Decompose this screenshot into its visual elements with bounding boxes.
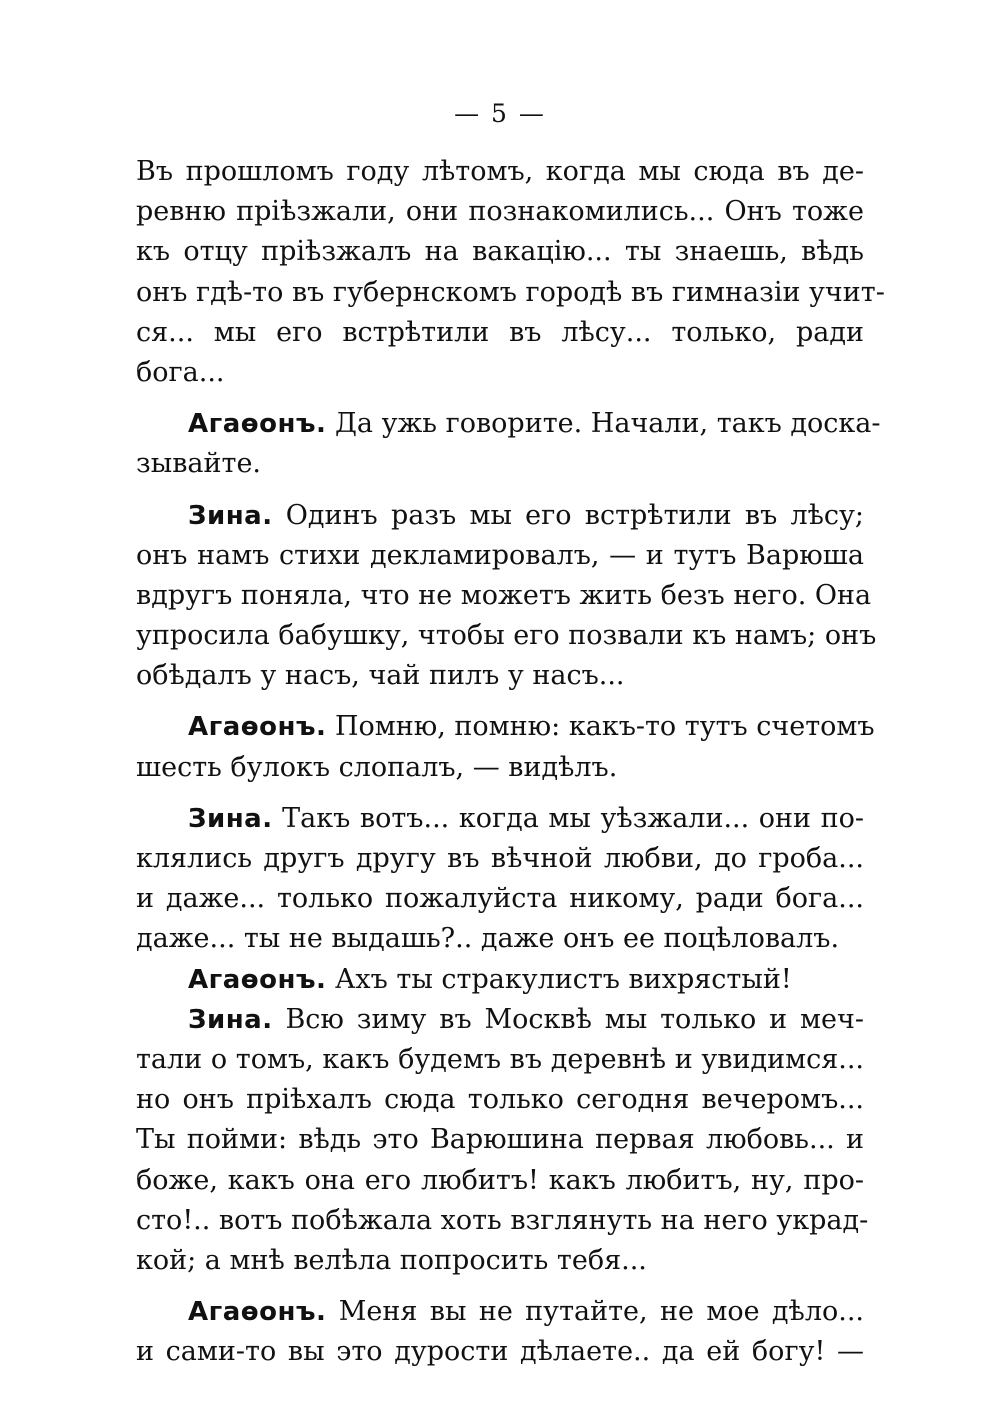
text-line: даже... ты не выдашь?.. даже онъ ее поцѣловалъ. (136, 923, 840, 955)
text-line: тали о томъ, какъ будемъ въ деревнѣ и увидимся... (136, 1043, 864, 1075)
text-line: зывайте. (136, 448, 262, 480)
paragraph-zina (136, 496, 877, 697)
paragraph-continuation (136, 152, 885, 393)
text-line: вдругъ поняла, что не можетъ жить безъ него. Она (136, 579, 872, 611)
text-line: сто!.. вотъ побѣжала хоть взглянуть на него украд- (136, 1204, 869, 1236)
paragraph-agathon (136, 960, 864, 1000)
paragraph-agathon (136, 404, 881, 484)
text-line: онъ намъ стихи декламировалъ, — и тутъ Варюша (136, 539, 864, 571)
speech-text: Да ужь говорите. Начали, такъ доска- (326, 408, 881, 440)
body-text (136, 152, 885, 1372)
speech-first-line (136, 496, 864, 536)
text-line: кой; а мнѣ велѣла попросить тебя... (136, 1244, 647, 1276)
text-line: Ты пойми: вѣдь это Варюшина первая любовь... и (136, 1124, 864, 1156)
speech-text: Такъ вотъ... когда мы уѣзжали... они по- (272, 802, 864, 834)
speech-text: Одинъ разъ мы его встрѣтили въ лѣсу; (272, 499, 864, 531)
page-number: — 5 — (454, 99, 546, 128)
speaker-name: Зина. (188, 500, 273, 531)
text-line: ревню пріѣзжали, они познакомились... Онъ тоже (136, 196, 864, 228)
speech-text: Всю зиму въ Москвѣ мы только и меч- (272, 1003, 864, 1035)
speech-text: Помню, помню: какъ-то тутъ счетомъ (326, 711, 875, 743)
speech-text: Ахъ ты стракулистъ вихрястый! (326, 963, 792, 995)
text-line: бога... (136, 356, 225, 388)
text-line: но онъ пріѣхалъ сюда только сегодня вечеромъ... (136, 1084, 864, 1116)
text-line: боже, какъ она его любитъ! какъ любитъ, ну, про- (136, 1164, 864, 1196)
text-line: къ отцу пріѣзжалъ на вакацію... ты знаешь, вѣдь (136, 236, 864, 268)
speaker-name: Агаѳонъ. (188, 712, 327, 743)
speech-first-line (136, 799, 864, 839)
text-line: обѣдалъ у насъ, чай пилъ у насъ... (136, 660, 625, 692)
paragraph-agathon (136, 1292, 864, 1372)
text-line: онъ гдѣ-то въ губернскомъ городѣ въ гимназіи учит- (136, 276, 885, 308)
paragraph-agathon (136, 707, 875, 787)
speech-text: Меня вы не путайте, не мое дѣло... (326, 1296, 864, 1328)
speech-first-line (136, 1000, 864, 1040)
speech-first-line (136, 404, 881, 444)
text-line: упросила бабушку, чтобы его позвали къ намъ; онъ (136, 620, 877, 652)
paragraph-zina (136, 1000, 869, 1281)
text-line: и сами-то вы это дурости дѣлаете.. да ей богу! — (136, 1336, 864, 1368)
paragraph-zina (136, 799, 864, 960)
speaker-name: Агаѳонъ. (188, 409, 327, 440)
text-line: Въ прошломъ году лѣтомъ, когда мы сюда въ де- (136, 156, 864, 187)
speech-first-line (136, 1292, 864, 1332)
text-line: ся... мы его встрѣтили въ лѣсу... только, ради (136, 316, 864, 348)
speaker-name: Зина. (188, 803, 273, 834)
text-line: и даже... только пожалуйста никому, ради бога... (136, 883, 864, 915)
speech-first-line (136, 960, 864, 1000)
speech-first-line (136, 707, 875, 747)
text-line: клялись другъ другу въ вѣчной любви, до гроба... (136, 843, 864, 874)
speaker-name: Агаѳонъ. (188, 964, 327, 995)
text-line: шесть булокъ слопалъ, — видѣлъ. (136, 751, 618, 783)
speaker-name: Зина. (188, 1004, 273, 1035)
speaker-name: Агаѳонъ. (188, 1297, 327, 1328)
